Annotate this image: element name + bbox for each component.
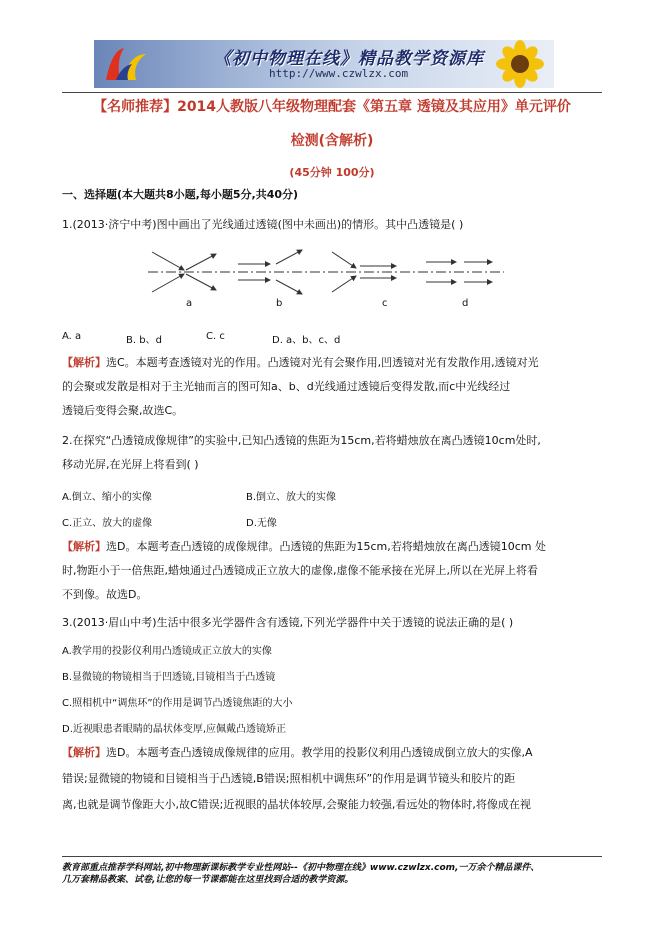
time-score-note: (45分钟 100分) <box>289 166 375 179</box>
footer-divider <box>62 856 602 857</box>
q1-option-d: D. a、b、c、d <box>272 335 341 346</box>
q3-option-a: A.教学用的投影仪利用凸透镜成正立放大的实像 <box>62 646 272 657</box>
banner-title: 《初中物理在线》精品教学资源库 <box>214 49 484 69</box>
q1-lens-ray-diagram <box>146 242 506 312</box>
q3-analysis-tag: 【解析】 <box>62 746 106 759</box>
banner-url[interactable]: http://www.czwlzx.com <box>269 67 409 80</box>
diagram-label-b: b <box>276 298 283 309</box>
q2-option-a: A.倒立、缩小的实像 <box>62 492 152 503</box>
document-title-line2: 检测(含解析) <box>290 133 374 149</box>
footer-line2: 几万套精品教案、试卷,让您的每一节课都能在这里找到合适的教学资源。 <box>62 875 354 885</box>
sunflower-icon <box>490 40 550 88</box>
q1-stem: 1.(2013·济宁中考)图中画出了光线通过透镜(图中未画出)的情形。其中凸透镜是( ) <box>62 218 464 231</box>
diagram-label-d: d <box>462 298 469 309</box>
q1-option-b: B. b、d <box>126 335 162 346</box>
diagram-label-a: a <box>186 298 193 309</box>
q1-analysis-line1 <box>62 356 539 370</box>
q1-option-a: A. a <box>62 331 82 342</box>
document-title-line1: 【名师推荐】2014人教版八年级物理配套《第五章 透镜及其应用》单元评价 <box>93 99 571 115</box>
q3-analysis-line2: 错误;显微镜的物镜和目镜相当于凸透镜,B错误;照相机中调焦环”的作用是调节镜头和胶片的距 <box>62 772 516 785</box>
q2-analysis-line2: 时,物距小于一倍焦距,蜡烛通过凸透镜成正立放大的虚像,虚像不能承接在光屏上,所以在光屏上将看 <box>62 564 538 577</box>
q1-analysis-line2: 的会聚或发散是相对于主光轴而言的图可知a、b、d光线通过透镜后变得发散,而c中光线经过 <box>62 380 511 393</box>
q3-option-b: B.显微镜的物镜相当于凹透镜,目镜相当于凸透镜 <box>62 672 276 683</box>
q1-analysis-text1: 选C。本题考查透镜对光的作用。凸透镜对光有会聚作用,凹透镜对光有发散作用,透镜对光 <box>106 356 539 369</box>
q3-option-d: D.近视眼患者眼睛的晶状体变厚,应佩戴凸透镜矫正 <box>62 724 287 735</box>
header-divider <box>62 92 602 93</box>
q2-analysis-text1: 选D。本题考查凸透镜的成像规律。凸透镜的焦距为15cm,若将蜡烛放在离凸透镜10cm 处 <box>106 540 546 553</box>
diagram-label-c: c <box>382 298 388 309</box>
q2-option-c: C.正立、放大的虚像 <box>62 518 153 529</box>
q2-option-d: D.无像 <box>246 518 277 529</box>
q3-analysis-text1: 选D。本题考查凸透镜成像规律的应用。教学用的投影仪利用凸透镜成倒立放大的实像,A <box>106 746 533 759</box>
q2-stem-line2: 移动光屏,在光屏上将看到( ) <box>62 458 199 471</box>
q3-analysis-line1 <box>62 746 533 760</box>
q3-stem: 3.(2013·眉山中考)生活中很多光学器件含有透镜,下列光学器件中关于透镜的说法正确的是( ) <box>62 616 514 629</box>
section-heading: 一、选择题(本大题共8小题,每小题5分,共40分) <box>62 188 299 201</box>
q3-option-c: C.照相机中“调焦环”的作用是调节凸透镜焦距的大小 <box>62 698 293 709</box>
q1-analysis-tag: 【解析】 <box>62 356 106 369</box>
header-banner <box>94 40 554 88</box>
footer-note <box>62 862 602 886</box>
site-logo-icon <box>102 44 152 84</box>
q2-analysis-line3: 不到像。故选D。 <box>62 588 148 601</box>
q2-analysis-line1 <box>62 540 546 554</box>
q3-analysis-line3: 离,也就是调节像距大小,故C错误;近视眼的晶状体较厚,会聚能力较强,看远处的物体时,将像成在视 <box>62 798 531 811</box>
q2-option-b: B.倒立、放大的实像 <box>246 492 337 503</box>
footer-line1: 教育部重点推荐学科网站,初中物理新课标教学专业性网站--《初中物理在线》www.czwlzx.com,一万余个精品课件、 <box>62 863 540 873</box>
q2-stem-line1: 2.在探究“凸透镜成像规律”的实验中,已知凸透镜的焦距为15cm,若将蜡烛放在离凸透镜10cm处时, <box>62 434 541 447</box>
q2-analysis-tag: 【解析】 <box>62 540 106 553</box>
q1-option-c: C. c <box>206 331 225 342</box>
q1-analysis-line3: 透镜后变得会聚,故选C。 <box>62 404 184 417</box>
